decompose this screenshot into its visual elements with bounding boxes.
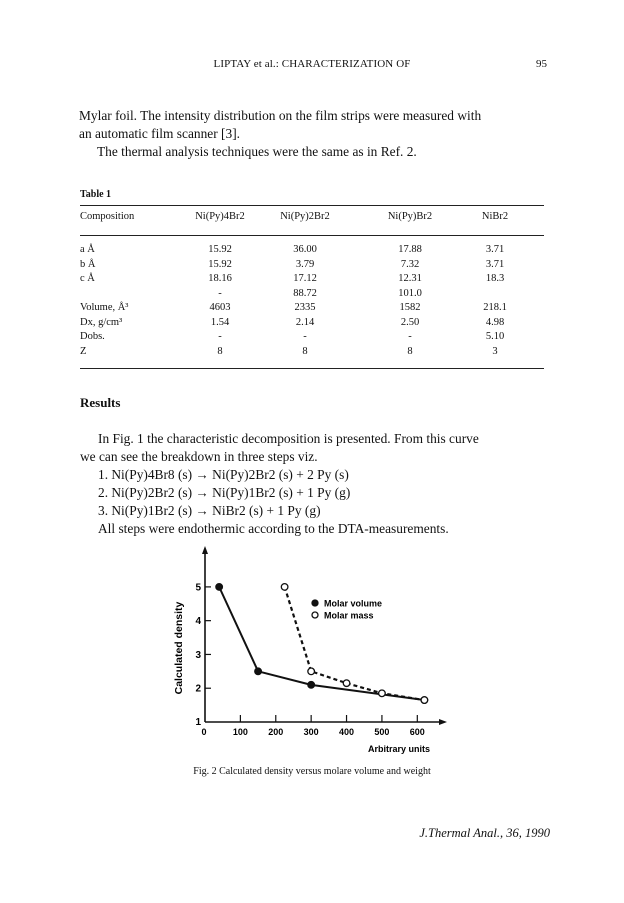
intro-paragraph: [79, 107, 549, 161]
table-cell: 218.1: [483, 302, 507, 313]
x-tick-label: 200: [268, 727, 284, 737]
legend-label: Molar volume: [324, 598, 383, 609]
figure-caption: Fig. 2 Calculated density versus molare volume and weight: [193, 766, 431, 777]
x-tick-label: 300: [303, 727, 319, 737]
y-tick-label: 4: [195, 616, 201, 628]
legend-filled-marker: [312, 600, 318, 606]
table-bottom-rule: [80, 368, 544, 369]
y-axis-arrow: [202, 546, 208, 554]
molar-volume-point: [216, 584, 223, 591]
table-row: [80, 288, 544, 300]
table-row: [80, 244, 544, 256]
table-cell: 15.92: [208, 244, 232, 255]
molar-volume-line: [219, 587, 424, 700]
table-cell: 8: [407, 345, 413, 357]
table-cell: 4.98: [485, 316, 505, 328]
table-cell: 5.10: [485, 331, 505, 342]
table-cell: Z: [80, 345, 87, 357]
journal-footer: J.Thermal Anal., 36, 1990: [419, 826, 550, 840]
table-header-cell: Ni(Py)Br2: [387, 211, 433, 222]
intro-line: an automatic film scanner [3].: [79, 126, 240, 141]
results-line: All steps were endothermic according to the DTA-measurements.: [98, 521, 449, 536]
table-cell: 15.92: [208, 258, 232, 270]
molar-mass-point: [421, 697, 428, 704]
table-row: [80, 302, 544, 314]
table-header-rule: [80, 235, 544, 236]
table-header-cell: NiBr2: [481, 211, 509, 222]
table-header-cell: Ni(Py)2Br2: [280, 211, 330, 222]
x-tick-label: 500: [374, 727, 390, 737]
table-top-rule: [80, 205, 544, 206]
chart-series: [216, 584, 428, 704]
results-line: 1. Ni(Py)4Br8 (s) → Ni(Py)2Br2 (s) + 2 Py (s): [98, 467, 349, 482]
results-line: In Fig. 1 the characteristic decomposition is presented. From this curve: [98, 431, 479, 446]
table-cell: 3.71: [485, 258, 505, 270]
table-row: [80, 331, 544, 343]
y-tick-label: 5: [195, 582, 201, 594]
y-tick-label: 1: [195, 717, 201, 728]
molar-mass-point: [308, 668, 315, 675]
table-cell: -: [218, 331, 222, 342]
y-tick-label: 3: [195, 649, 201, 661]
results-line: 3. Ni(Py)1Br2 (s) → NiBr2 (s) + 1 Py (g): [98, 503, 321, 518]
table-cell: 2.50: [400, 316, 420, 328]
table-cell: 2335: [294, 302, 316, 313]
table-cell: 1.54: [210, 316, 230, 328]
intro-line: Mylar foil. The intensity distribution on the film strips were measured with: [79, 108, 482, 123]
table-row: [80, 259, 544, 271]
table-cell: 17.88: [398, 244, 422, 255]
table-cell: 18.3: [485, 273, 505, 284]
x-axis-label: Arbitrary units: [367, 744, 430, 754]
table-cell: c Å: [80, 273, 95, 284]
table-cell: 3.79: [295, 258, 315, 270]
table-header-cell: Ni(Py)4Br2: [195, 211, 245, 222]
table-cell: Dobs.: [80, 331, 105, 342]
table-header-cell: Composition: [80, 211, 135, 222]
x-axis-arrow: [439, 719, 447, 725]
table-cell: -: [218, 287, 222, 299]
legend-open-marker: [312, 612, 318, 618]
table-cell: 12.31: [398, 273, 422, 284]
table-cell: -: [408, 331, 412, 342]
table-row: [80, 346, 544, 358]
x-tick-label: 400: [339, 727, 355, 737]
running-title: LIPTAY et al.: CHARACTERIZATION OF: [213, 58, 411, 70]
table-cell: 18.16: [208, 273, 232, 284]
legend-label: Molar mass: [324, 610, 374, 621]
table-cell: a Å: [80, 244, 95, 255]
intro-line: The thermal analysis techniques were the same as in Ref. 2.: [97, 144, 417, 159]
table-cell: b Å: [80, 258, 96, 270]
molar-mass-point: [343, 680, 350, 687]
density-chart: [160, 540, 480, 765]
molar-volume-point: [255, 668, 262, 675]
table-cell: 17.12: [293, 273, 317, 284]
table-cell: 8: [217, 345, 223, 357]
y-tick-label: 2: [195, 683, 201, 695]
chart-ticks: [195, 582, 424, 737]
results-text: [80, 430, 550, 538]
chart-legend: [312, 599, 382, 621]
table-cell: 1582: [399, 302, 421, 313]
table-cell: 3.71: [485, 244, 505, 255]
molar-mass-point: [281, 584, 288, 591]
results-line: we can see the breakdown in three steps viz.: [80, 449, 318, 464]
table-cell: 2.14: [295, 316, 315, 328]
table-cell: 4603: [209, 302, 231, 313]
page-number: 95: [536, 58, 547, 70]
table-label: Table 1: [80, 189, 112, 200]
table-cell: 8: [302, 345, 308, 357]
table-cell: 7.32: [400, 258, 420, 270]
table-cell: 101.0: [398, 287, 422, 299]
x-tick-label: 600: [409, 727, 425, 737]
table-cell: 3: [492, 345, 498, 357]
y-axis-label: Calculated density: [173, 601, 185, 695]
table-row: [80, 273, 544, 285]
table-cell: 88.72: [293, 287, 317, 299]
table-cell: 36.00: [293, 244, 317, 255]
table-cell: Dx, g/cm³: [80, 316, 123, 328]
molar-mass-point: [379, 690, 386, 697]
x-tick-label: 0: [201, 727, 207, 737]
results-heading: Results: [80, 395, 121, 410]
results-line: 2. Ni(Py)2Br2 (s) → Ni(Py)1Br2 (s) + 1 Py (g): [98, 485, 351, 500]
x-tick-label: 100: [232, 727, 248, 737]
table-cell: Volume, Å³: [80, 302, 129, 313]
table-cell: -: [303, 331, 307, 342]
table-row: [80, 317, 544, 329]
molar-volume-point: [308, 682, 315, 689]
